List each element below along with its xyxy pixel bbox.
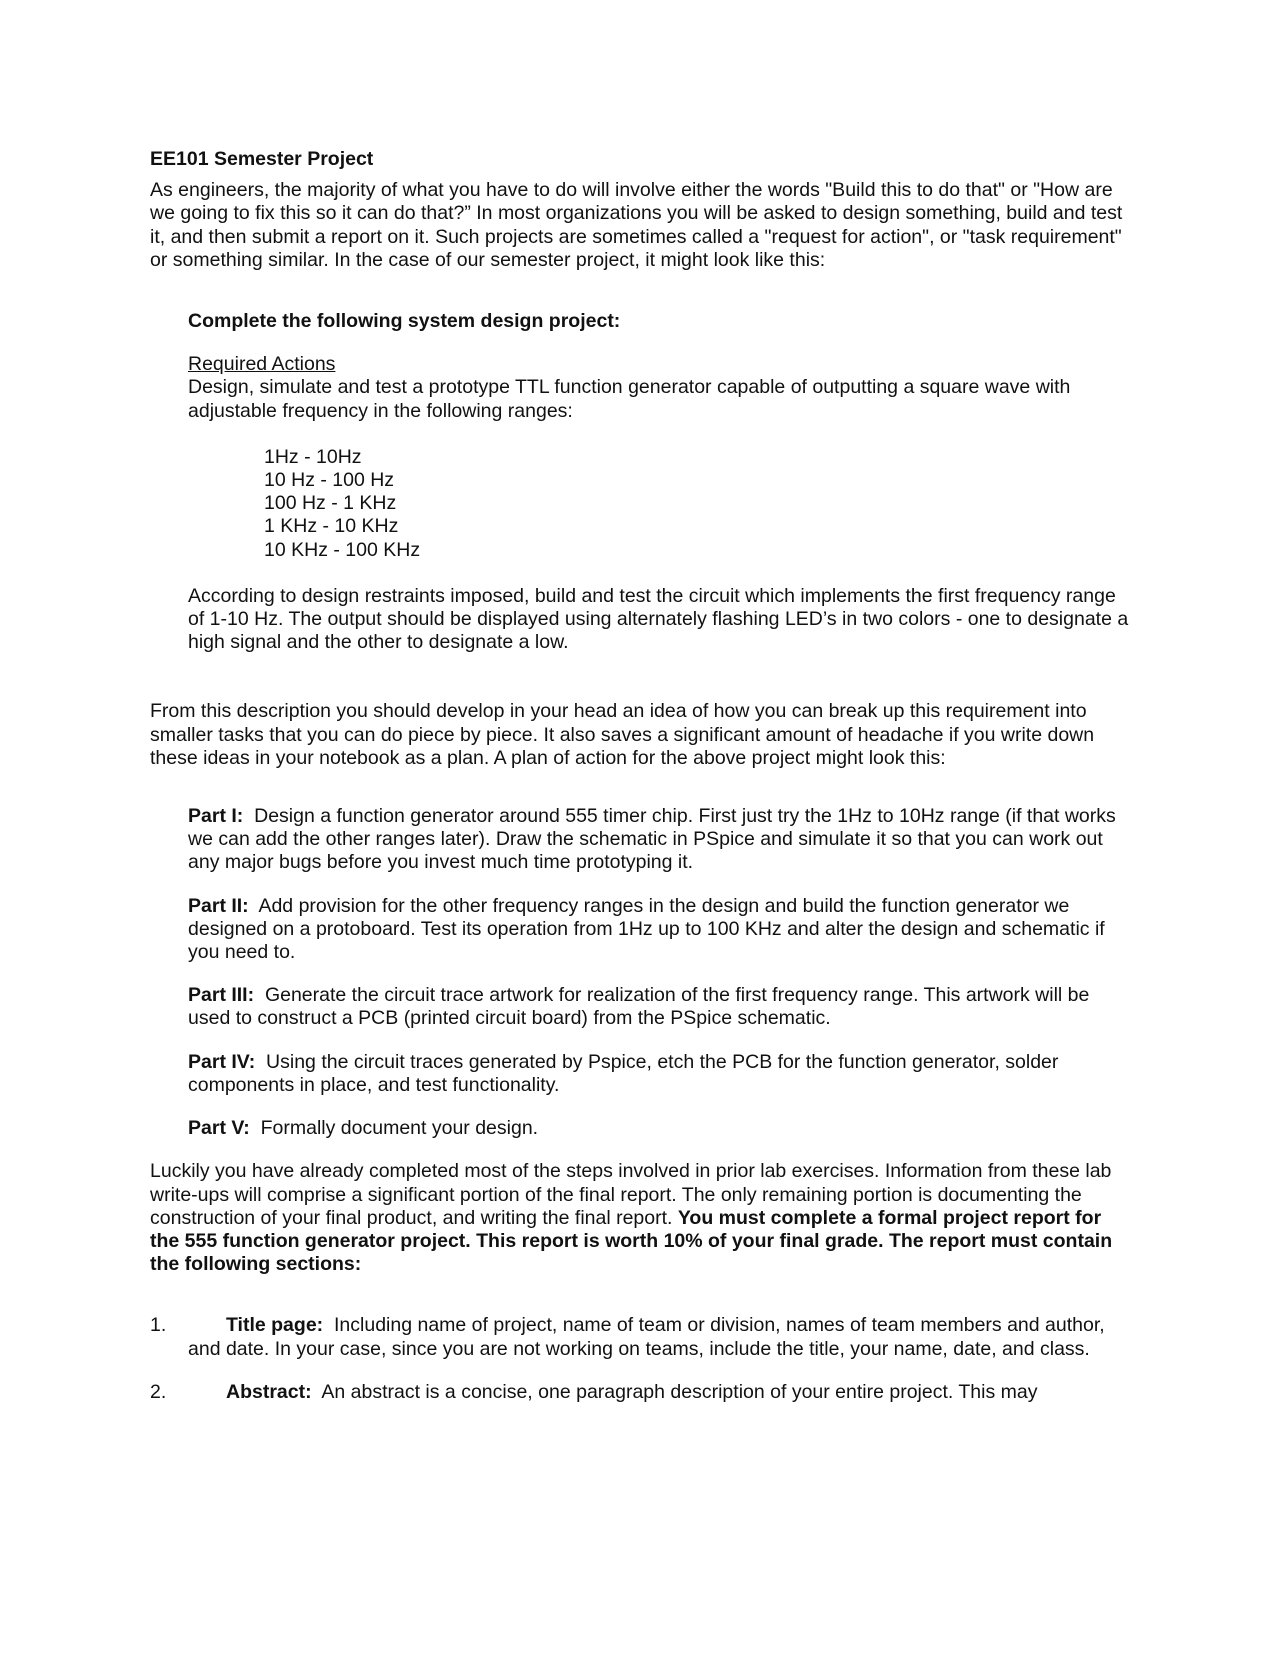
plan-part bbox=[188, 805, 1130, 875]
document-page bbox=[150, 148, 1130, 1424]
required-actions-label: Required Actions bbox=[188, 353, 336, 376]
part-text: Design a function generator around 555 timer chip. First just try the 1Hz to 10Hz range (if that works we can add the other ranges later). Draw the schematic in PSpice and simulate it so that you can work out any major bugs before you invest much time prototyping it. bbox=[188, 805, 1116, 874]
constraint-paragraph: According to design restraints imposed, build and test the circuit which implements the first frequency range of 1-10 Hz. The output should be displayed using alternately flashing LED’s in two colors - one to designate a high signal and the other to designate a low. bbox=[188, 584, 1129, 654]
frequency-range-item: 10 Hz - 100 Hz bbox=[264, 469, 395, 492]
plan-part bbox=[188, 1051, 1130, 1097]
plan-part bbox=[188, 895, 1130, 965]
closing-paragraph bbox=[150, 1160, 1130, 1276]
part-label: Part V: bbox=[188, 1117, 250, 1140]
section-number: 2. bbox=[150, 1380, 167, 1403]
part-label: Part I: bbox=[188, 805, 244, 828]
closing-bold-text: You must complete a formal project report for the 555 function generator project. This report is worth 10% of your final grade. The report must contain the following sections: bbox=[150, 1206, 1113, 1276]
frequency-range-item: 1 KHz - 10 KHz bbox=[264, 515, 399, 538]
section-number: 1. bbox=[150, 1314, 167, 1337]
section-description: An abstract is a concise, one paragraph description of your entire project. This may bbox=[321, 1380, 1038, 1403]
frequency-range-item: 1Hz - 10Hz bbox=[264, 445, 362, 468]
plan-intro-paragraph: From this description you should develop in your head an idea of how you can break up this requirement into smaller tasks that you can do piece by piece. It also saves a significant amount of headache if you write down these ideas in your notebook as a plan. A plan of action for the above project might look this: bbox=[150, 700, 1095, 769]
part-text: Generate the circuit trace artwork for realization of the first frequency range. This artwork will be used to construct a PCB (printed circuit board) from the PSpice schematic. bbox=[188, 984, 1090, 1030]
part-text: Using the circuit traces generated by Pspice, etch the PCB for the function generator, solder components in place, and test functionality. bbox=[188, 1050, 1059, 1096]
section-label: Title page: bbox=[226, 1314, 324, 1337]
frequency-range-item: 10 KHz - 100 KHz bbox=[264, 538, 421, 561]
section-label: Abstract: bbox=[226, 1380, 312, 1403]
report-sections-list bbox=[150, 1314, 1130, 1404]
intro-paragraph: As engineers, the majority of what you have to do will involve either the words "Build this to do that" or "How are we going to fix this so it can do that?” In most organizations you will be asked to design something, build and test it, and then submit a report on it. Such projects are sometimes called a "request for action", or "task requirement" or something similar. In the case of our semester project, it might look like this: bbox=[150, 179, 1123, 271]
section-text bbox=[188, 1314, 1130, 1360]
requirement-heading: Complete the following system design project: bbox=[188, 310, 621, 333]
part-label: Part IV: bbox=[188, 1050, 256, 1073]
part-text: Add provision for the other frequency ranges in the design and build the function generator we designed on a protoboard. Test its operation from 1Hz up to 100 KHz and alter the design and schematic if you need to. bbox=[188, 894, 1105, 964]
plan-part bbox=[188, 984, 1130, 1030]
part-label: Part II: bbox=[188, 894, 249, 917]
section-description: Including name of project, name of team or division, names of team members and author, and date. In your case, since you are not working on teams, include the title, your name, date, and class. bbox=[188, 1314, 1105, 1360]
report-section-item bbox=[150, 1381, 1130, 1404]
section-text bbox=[188, 1381, 1130, 1404]
frequency-range-list bbox=[264, 446, 1130, 562]
part-text: Formally document your design. bbox=[260, 1117, 539, 1140]
requirement-text: Design, simulate and test a prototype TTL function generator capable of outputting a square wave with adjustable frequency in the following ranges: bbox=[188, 376, 1071, 422]
document-title: EE101 Semester Project bbox=[150, 148, 374, 170]
plan-parts bbox=[188, 805, 1130, 1140]
closing-text: Luckily you have already completed most of the steps involved in prior lab exercises. Information from these lab write-ups will comprise a significant portion of the final report. The only remaining portion is documenting the construction of your final product, and writing the final report. bbox=[150, 1160, 1112, 1229]
plan-part bbox=[188, 1117, 1130, 1140]
report-section-item bbox=[150, 1314, 1130, 1360]
frequency-range-item: 100 Hz - 1 KHz bbox=[264, 492, 397, 515]
requirement-block bbox=[188, 310, 1130, 654]
part-label: Part III: bbox=[188, 984, 255, 1007]
